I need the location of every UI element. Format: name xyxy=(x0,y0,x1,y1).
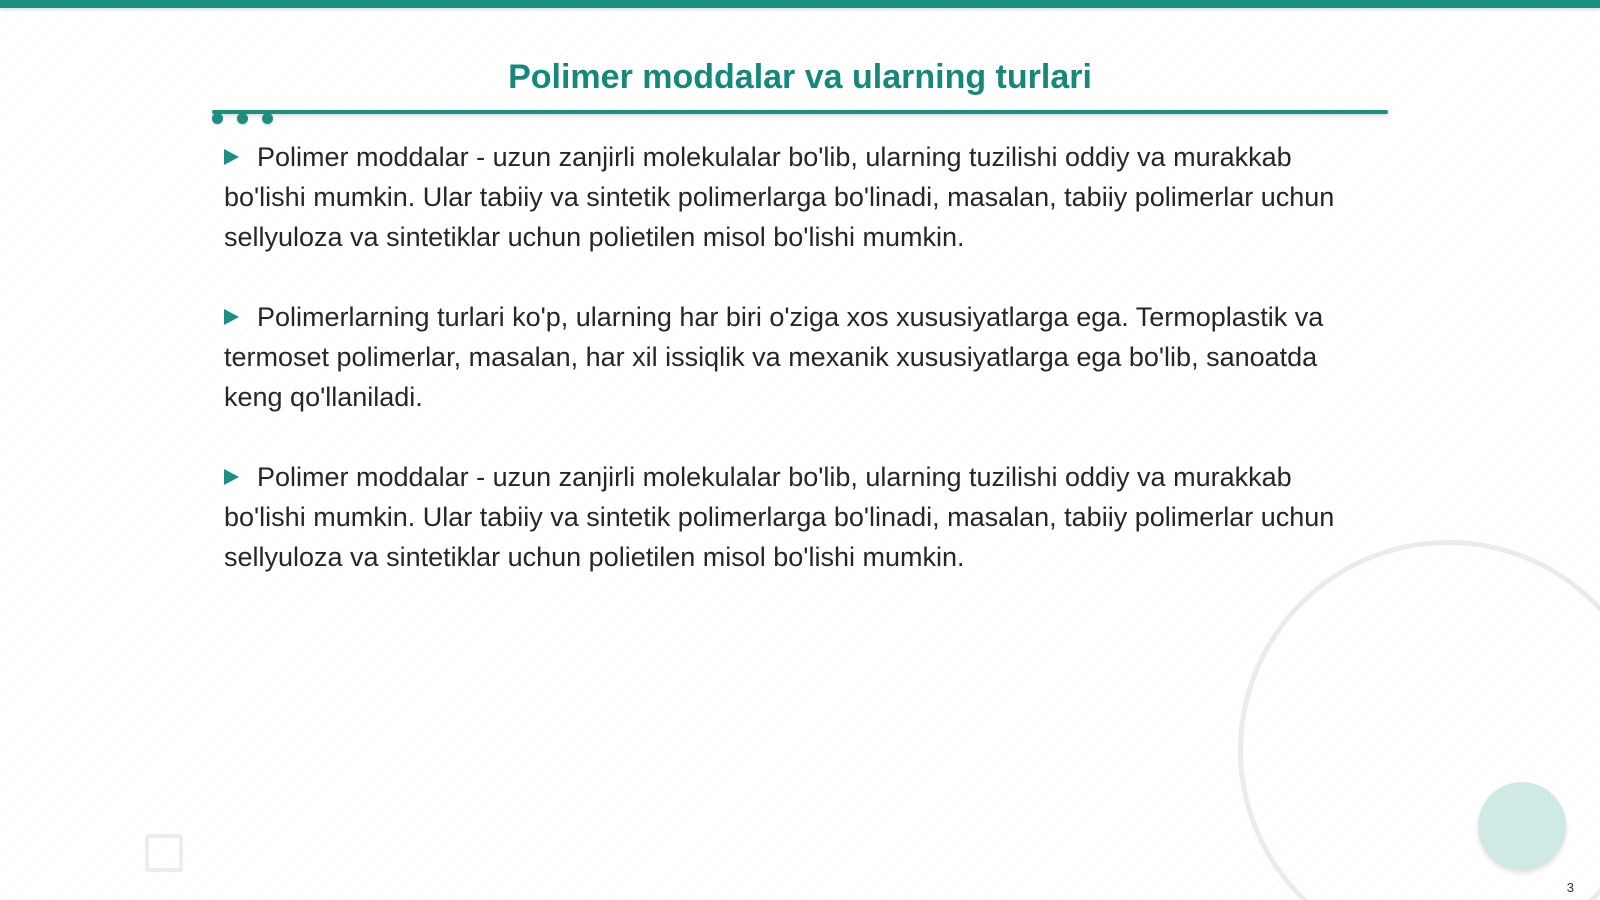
dot-icon xyxy=(262,113,273,124)
bullet-paragraph-1 xyxy=(224,137,1354,257)
bullet-text: Polimer moddalar - uzun zanjirli molekulalar bo'lib, ularning tuzilishi oddiy va murakkab bo'lishi mumkin. Ular tabiiy va sintetik polimerlarga bo'linadi, masalan, tabiiy polimerlar uchun sellyuloza va sintetiklar uchun polietilen misol bo'lishi mumkin. xyxy=(224,462,1335,572)
triangle-right-icon xyxy=(224,309,239,325)
dot-icon xyxy=(237,113,248,124)
bullet-list xyxy=(224,137,1354,617)
slide-title: Polimer moddalar va ularning turlari xyxy=(508,58,1092,96)
slide-number: 3 xyxy=(1566,880,1574,895)
bullet-text: Polimer moddalar - uzun zanjirli molekulalar bo'lib, ularning tuzilishi oddiy va murakkab bo'lishi mumkin. Ular tabiiy va sintetik polimerlarga bo'linadi, masalan, tabiiy polimerlar uchun sellyuloza va sintetiklar uchun polietilen misol bo'lishi mumkin. xyxy=(224,142,1335,252)
bullet-text: Polimerlarning turlari ko'p, ularning har biri o'ziga xos xususiyatlarga ega. Termoplastik va termoset polimerlar, masalan, har xil issiqlik va mexanik xususiyatlarga ega bo'lib, sanoatda keng qo'llaniladi. xyxy=(224,302,1324,412)
bullet-paragraph-3 xyxy=(224,457,1354,577)
underline-dots xyxy=(212,113,273,125)
triangle-right-icon xyxy=(224,149,239,165)
decorative-disc xyxy=(1478,782,1566,870)
bullet-paragraph-2 xyxy=(224,297,1354,417)
triangle-right-icon xyxy=(224,469,239,485)
top-accent-bar xyxy=(0,0,1600,8)
title-underline xyxy=(212,110,1388,114)
dot-icon xyxy=(212,113,223,124)
decorative-square xyxy=(145,834,183,872)
